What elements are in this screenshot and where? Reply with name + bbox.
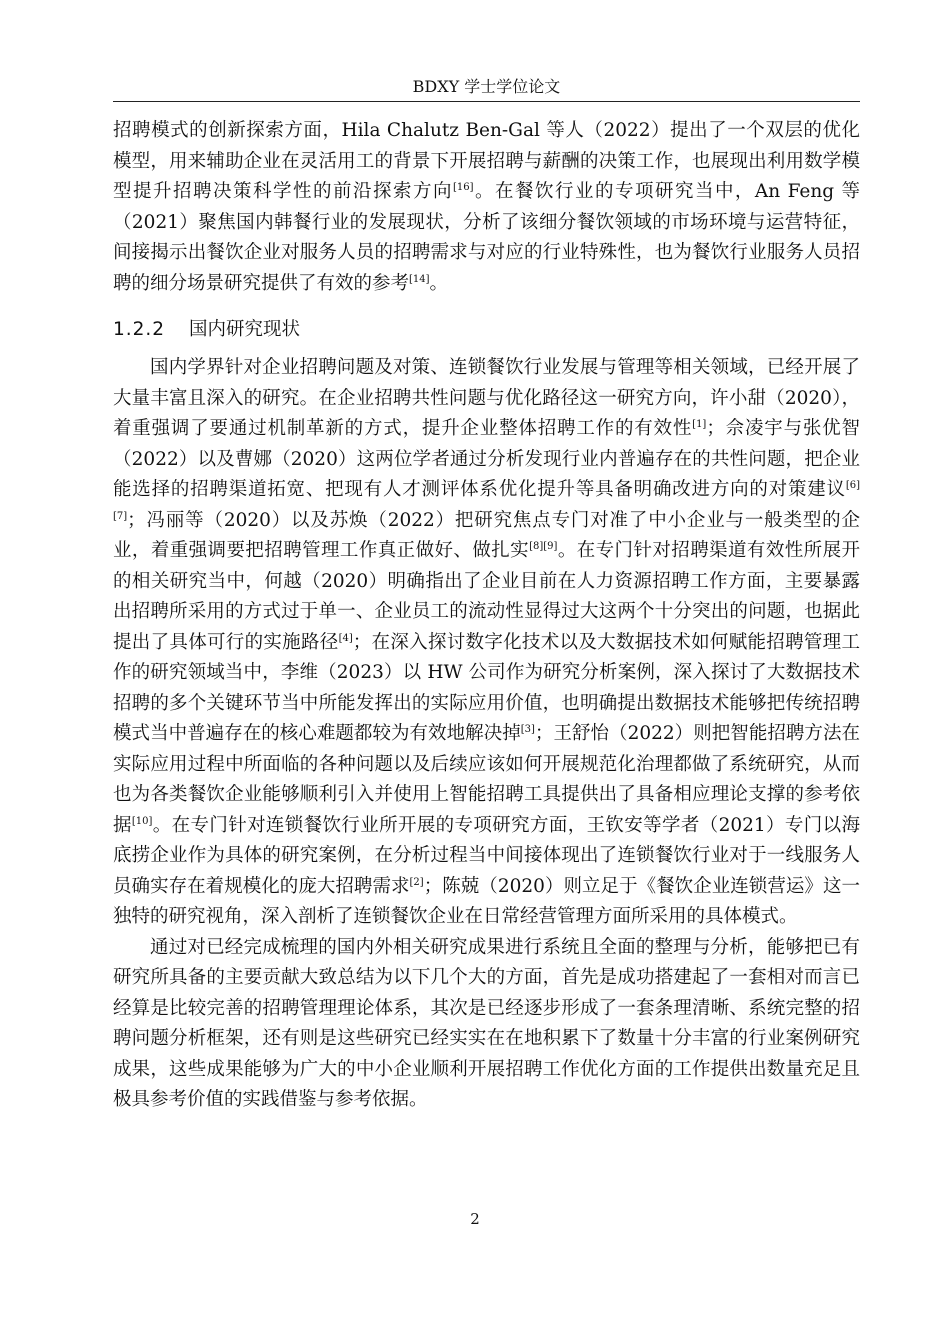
running-header: BDXY 学士学位论文 — [412, 77, 561, 96]
citation-ref: [6][7] — [113, 480, 860, 522]
page-body — [113, 116, 860, 1116]
paragraph-text: ；冯丽等（2020）以及苏焕（2022）把研究焦点专门对准了中小企业与一般类型的企业，着重强调要把招聘管理工作真正做好、做扎实 — [113, 509, 860, 561]
citation-ref: [8][9] — [529, 541, 558, 552]
paragraph-text: 。在专门针对连锁餐饮行业所开展的专项研究方面，王钦安等学者（2021）专门以海底捞企业作为具体的研究案例，在分析过程当中间接体现出了连锁餐饮行业对于一线服务人员确实存在着规模化的庞大招聘需求 — [113, 814, 860, 897]
paragraph-text: 。 — [429, 272, 449, 294]
paragraph-text: ；在深入探讨数字化技术以及大数据技术如何赋能招聘管理工作的研究领域当中，李维（2023）以 HW 公司作为研究分析案例，深入探讨了大数据技术招聘的多个关键环节当中所能发挥出的实际应用价值，也明确提出数据技术能够把传统招聘模式当中普遍存在的核心难题都较为有效地解决掉 — [113, 631, 860, 744]
page-number: 2 — [470, 1210, 480, 1228]
paragraph-summary — [113, 933, 860, 1116]
paragraph-international-research — [113, 116, 860, 299]
citation-ref: [4] — [338, 632, 353, 644]
citation-ref: [10] — [131, 815, 153, 827]
paragraph-text: ；陈兢（2020）则立足于《餐饮企业连锁营运》这一独特的研究视角，深入剖析了连锁餐饮企业在日常经营管理方面所采用的具体模式。 — [113, 875, 860, 927]
citation-ref: [16] — [452, 182, 474, 193]
paragraph-domestic-research — [113, 353, 860, 933]
citation-ref: [1] — [692, 419, 707, 430]
section-title: 国内研究现状 — [189, 319, 301, 340]
citation-ref: [14] — [409, 273, 430, 285]
paragraph-text: 通过对已经完成梳理的国内外相关研究成果进行系统且全面的整理与分析，能够把已有研究所具备的主要贡献大致总结为以下几个大的方面，首先是成功搭建起了一套相对而言已经算是比较完善的招聘管理理论体系，其次是已经逐步形成了一套条理清晰、系统完整的招聘问题分析框架，还有则是这些研究已经实实在在地积累下了数量十分丰富的行业案例研究成果，这些成果能够为广大的中小企业顺利开展招聘工作优化方面的工作提供出数量充足且极具参考价值的实践借鉴与参考依据。 — [113, 936, 860, 1110]
paragraph-text: 国内学界针对企业招聘问题及对策、连锁餐饮行业发展与管理等相关领域，已经开展了大量丰富且深入的研究。在企业招聘共性问题与优化路径这一研究方向，许小甜（2020），着重强调了要通过机制革新的方式，提升企业整体招聘工作的有效性 — [113, 357, 860, 439]
paragraph-text: ；王舒怡（2022）则把智能招聘方法在实际应用过程中所面临的各种问题以及后续应该如何开展规范化治理都做了系统研究，从而也为各类餐饮企业能够顺利引入并使用上智能招聘工具提供出了具备相应理论支撑的参考依据 — [113, 723, 860, 836]
citation-ref: [2] — [409, 876, 424, 888]
paragraph-text: 。在专门针对招聘渠道有效性所展开的相关研究当中，何越（2020）明确指出了企业目前在人力资源招聘工作方面，主要暴露出招聘所采用的方式过于单一、企业员工的流动性显得过大这两个十分突出的问题，也据此提出了具体可行的实施路径 — [113, 540, 860, 653]
paragraph-text: ；佘凌宇与张优智（2022）以及曹娜（2020）这两位学者通过分析发现行业内普遍存在的共性问题，把企业能选择的招聘渠道拓宽、把现有人才测评体系优化提升等具备明确改进方向的对策建议 — [113, 418, 860, 500]
section-number: 1.2.2 — [113, 319, 166, 340]
paragraph-text: 。在餐饮行业的专项研究当中，An Feng 等（2021）聚焦国内韩餐行业的发展现状，分析了该细分餐饮领域的市场环境与运营特征，间接揭示出餐饮企业对服务人员的招聘需求与对应的行业特殊性，也为餐饮行业服务人员招聘的细分场景研究提供了有效的参考 — [113, 181, 860, 294]
section-heading — [113, 315, 860, 345]
citation-ref: [3] — [520, 724, 535, 735]
header-rule — [113, 101, 860, 102]
paragraph-text: 招聘模式的创新探索方面，Hila Chalutz Ben-Gal 等人（2022）提出了一个双层的优化模型，用来辅助企业在灵活用工的背景下开展招聘与薪酬的决策工作，也展现出利用数学模型提升招聘决策科学性的前沿探索方向 — [113, 120, 860, 202]
